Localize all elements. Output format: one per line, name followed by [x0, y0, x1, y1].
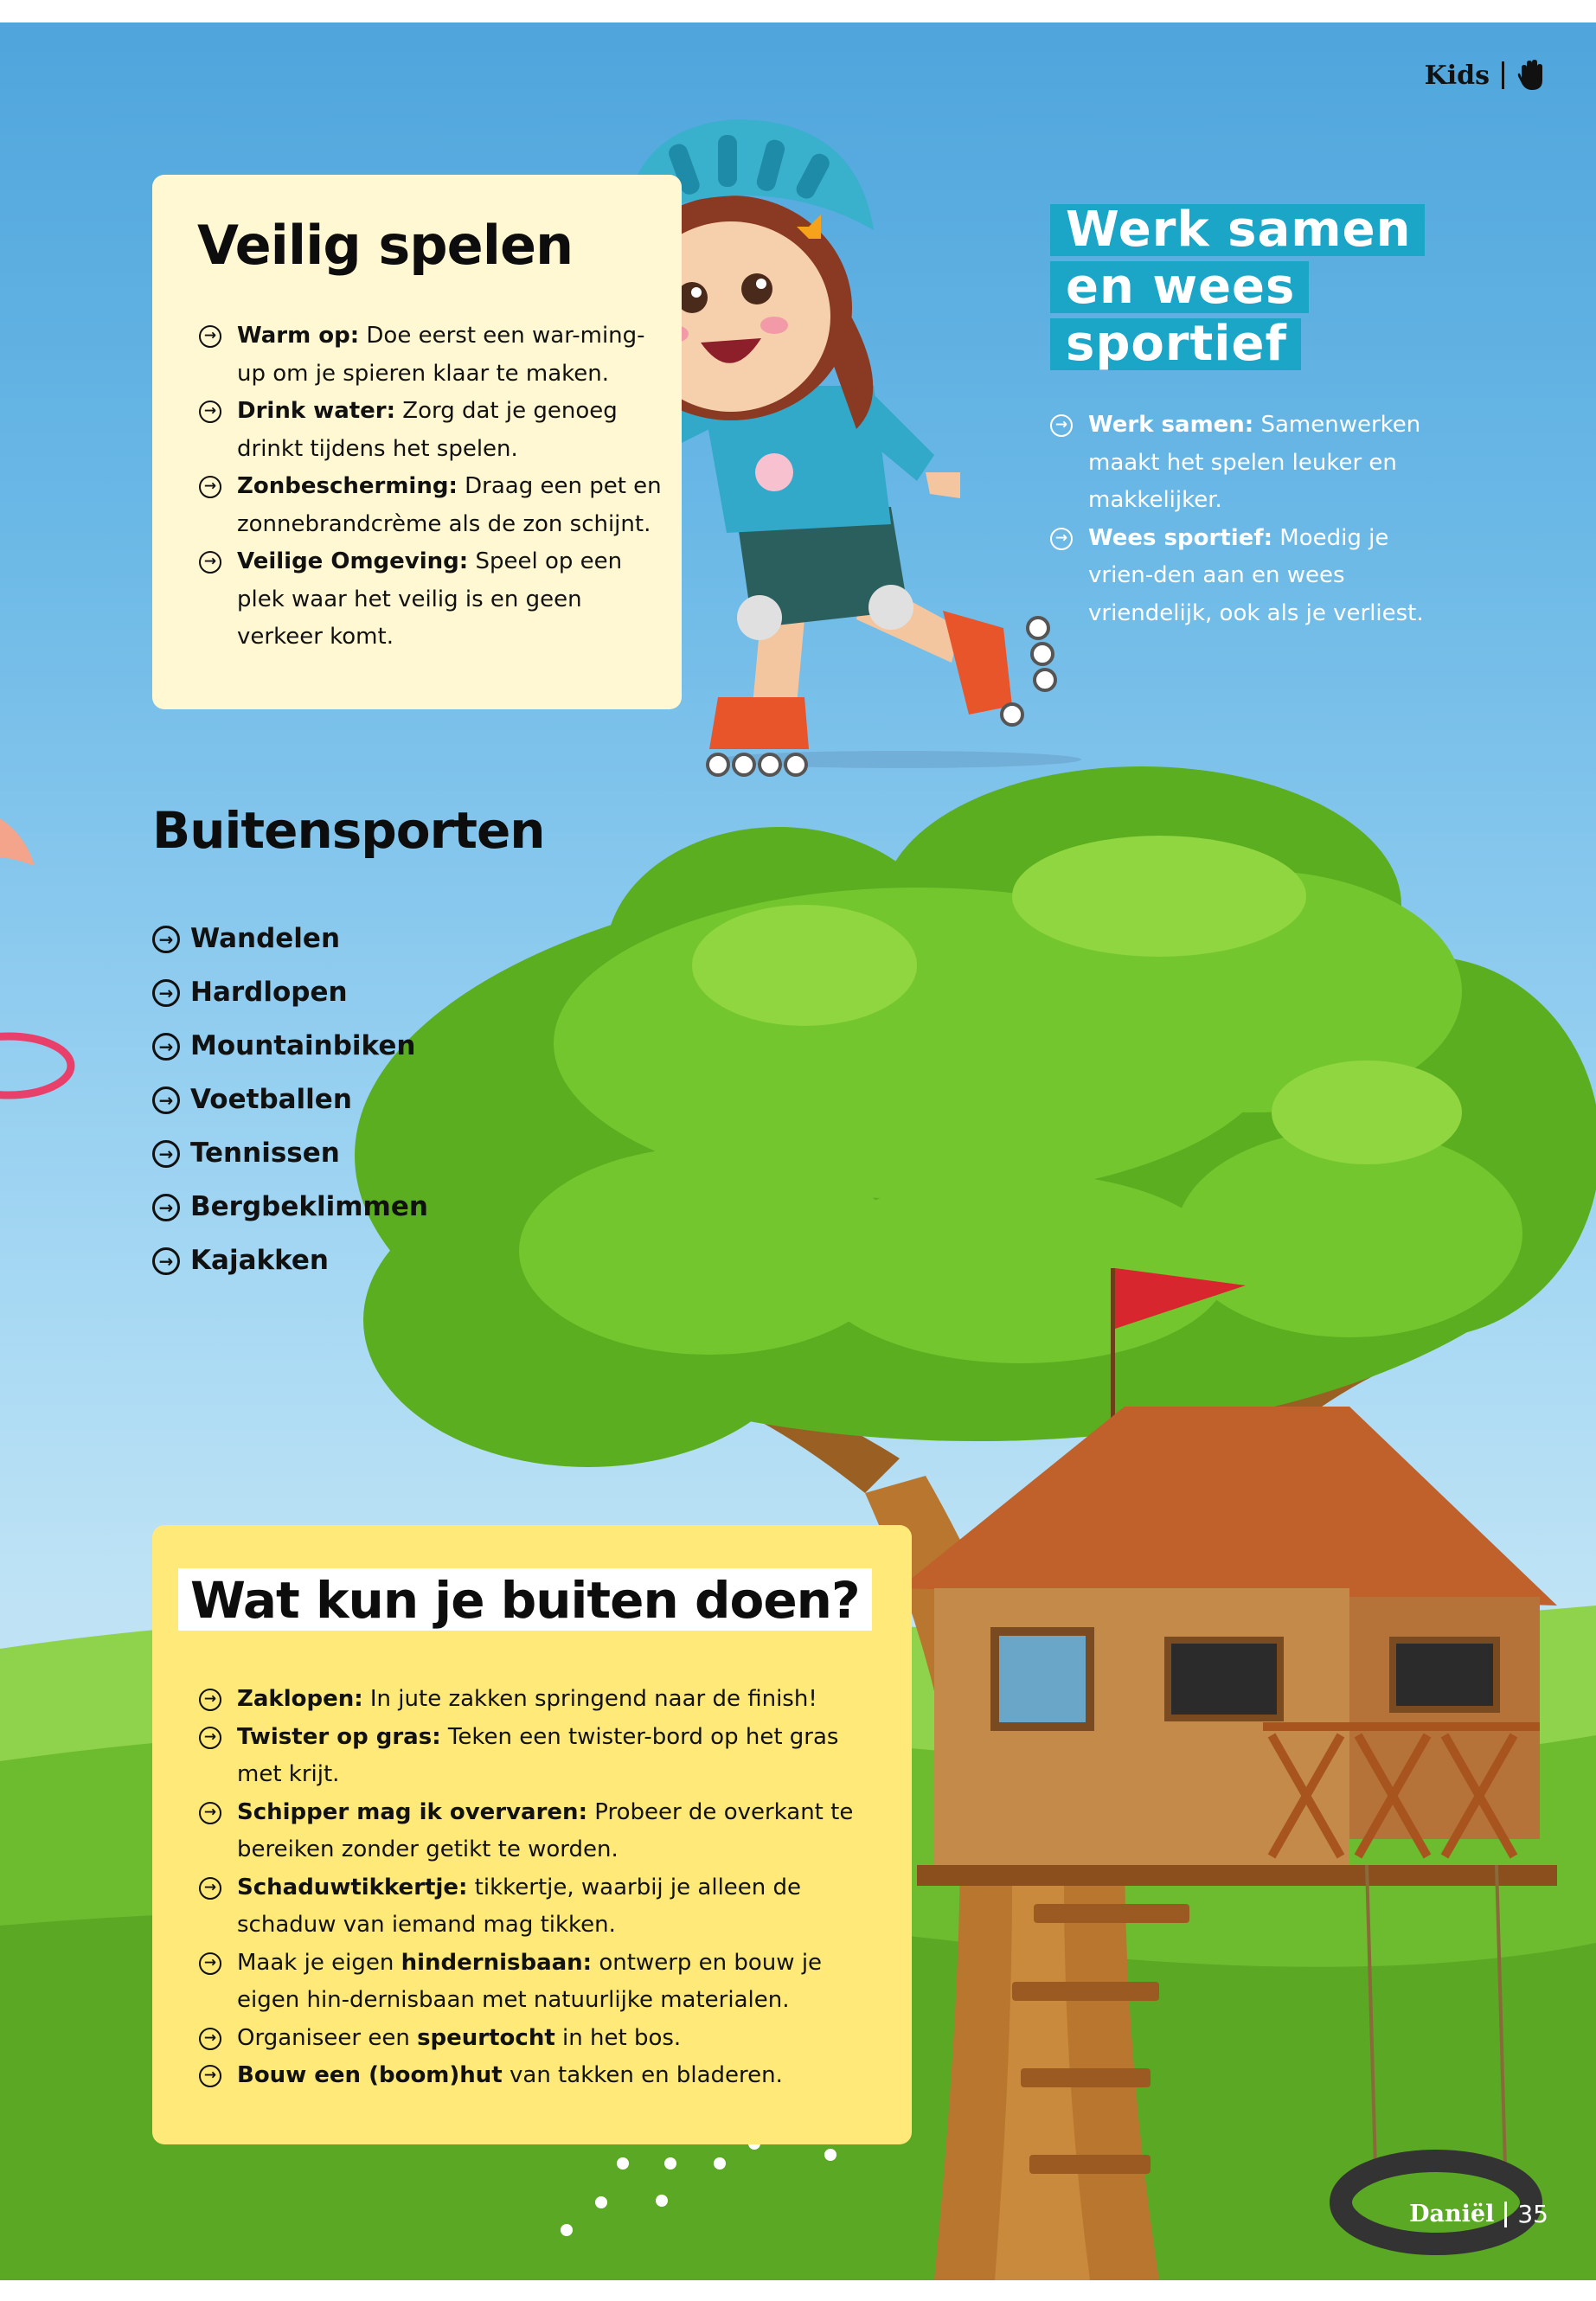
footer-divider	[1504, 2202, 1507, 2227]
list-item	[199, 1719, 882, 1794]
list-item	[199, 2020, 882, 2058]
arrow-right-icon: →	[152, 1194, 180, 1221]
item-text: Speel op een plek waar het veilig is en geen verkeer komt.	[237, 548, 623, 650]
item-label: Werk samen:	[1088, 412, 1254, 438]
item-text: in het bos.	[554, 2024, 682, 2051]
list-item	[152, 1019, 428, 1073]
arrow-right-icon: →	[199, 476, 221, 498]
item-pre: Maak je eigen	[237, 1949, 401, 1976]
magazine-name: Daniël	[1409, 2201, 1495, 2227]
list-item	[199, 468, 666, 543]
arrow-right-icon: →	[1050, 414, 1073, 437]
item-label: Schipper mag ik overvaren:	[237, 1798, 587, 1825]
list-item	[199, 543, 666, 657]
page-number: 35	[1517, 2200, 1548, 2228]
hand-icon	[1516, 59, 1546, 92]
item-text: ontwerp en bouw je eigen hin-dernisbaan met natuurlijke materialen.	[237, 1949, 823, 2013]
buitensporten-list	[152, 912, 428, 1287]
list-item	[152, 912, 428, 965]
item-text: Doe eerst een war-ming-up om je spieren klaar te maken.	[237, 323, 645, 387]
arrow-right-icon: →	[199, 1877, 221, 1900]
list-item	[1050, 520, 1448, 633]
item-label: Drink water:	[237, 398, 396, 424]
list-item	[199, 1794, 882, 1869]
item-text: Bergbeklimmen	[190, 1191, 428, 1222]
item-label: Bouw een (boom)hut	[237, 2062, 503, 2088]
werk-samen-title	[1050, 204, 1425, 375]
list-item	[199, 1681, 882, 1719]
item-text: Draag een pet en zonnebrandcrème als de zon schijnt.	[237, 473, 662, 537]
arrow-right-icon: →	[199, 1952, 221, 1975]
section-label: Kids	[1424, 60, 1490, 91]
list-item	[199, 1945, 882, 2020]
list-item	[199, 1869, 882, 1945]
item-label: Wees sportief:	[1088, 524, 1273, 551]
magazine-page	[0, 22, 1596, 2280]
veilig-spelen-title: Veilig spelen	[197, 214, 574, 277]
list-item	[199, 393, 666, 468]
item-text: Samenwerken maakt het spelen leuker en makkelijker.	[1088, 412, 1421, 513]
title-line: sportief	[1050, 318, 1301, 370]
item-label: Warm op:	[237, 323, 360, 349]
item-label: Schaduwtikkertje:	[237, 1874, 468, 1900]
veilig-spelen-list	[199, 317, 683, 657]
item-text: Mountainbiken	[190, 1030, 416, 1061]
item-text: Voetballen	[190, 1084, 352, 1115]
list-item	[152, 965, 428, 1019]
arrow-right-icon: →	[199, 325, 221, 348]
item-pre: Organiseer een	[237, 2024, 418, 2051]
item-text: Moedig je vrien-den aan en wees vriendelijk, ook als je verliest.	[1088, 524, 1424, 626]
item-label: speurtocht	[417, 2024, 555, 2051]
list-item	[152, 1234, 428, 1287]
arrow-right-icon: →	[199, 1802, 221, 1824]
header-divider	[1502, 61, 1504, 89]
title-line: en wees	[1050, 261, 1309, 313]
list-item	[152, 1180, 428, 1234]
buitensporten-title: Buitensporten	[152, 801, 545, 860]
arrow-right-icon: →	[199, 1727, 221, 1749]
arrow-right-icon: →	[152, 926, 180, 953]
item-text: In jute zakken springend naar de finish!	[362, 1686, 817, 1712]
arrow-right-icon: →	[1050, 528, 1073, 550]
item-label: hindernisbaan:	[401, 1949, 593, 1976]
item-text: van takken en bladeren.	[502, 2062, 783, 2088]
item-label: Zonbescherming:	[237, 473, 458, 499]
item-text: Teken een twister-bord op het gras met krijt.	[237, 1723, 839, 1787]
arrow-right-icon: →	[152, 979, 180, 1007]
item-label: Zaklopen:	[237, 1686, 363, 1712]
buiten-activities-list	[199, 1681, 891, 2095]
item-text: tikkertje, waarbij je alleen de schaduw van iemand mag tikken.	[237, 1874, 802, 1938]
arrow-right-icon: →	[199, 1689, 221, 1711]
page-footer	[1409, 2200, 1548, 2228]
arrow-right-icon: →	[152, 1247, 180, 1275]
hula-hoop-illustration	[0, 818, 71, 1095]
item-label: Veilige Omgeving:	[237, 548, 469, 574]
arrow-right-icon: →	[199, 2065, 221, 2087]
page-header	[1425, 59, 1546, 92]
list-item	[1050, 407, 1448, 520]
arrow-right-icon: →	[152, 1033, 180, 1061]
list-item	[152, 1126, 428, 1180]
veilig-spelen-box	[152, 175, 682, 709]
list-item	[152, 1073, 428, 1126]
arrow-right-icon: →	[152, 1086, 180, 1114]
wat-kun-je-buiten-doen-title: Wat kun je buiten doen?	[178, 1568, 872, 1631]
werk-samen-list	[1050, 407, 1448, 632]
arrow-right-icon: →	[152, 1140, 180, 1168]
arrow-right-icon: →	[199, 551, 221, 574]
list-item	[199, 317, 666, 393]
item-text: Zorg dat je genoeg drinkt tijdens het spelen.	[237, 398, 618, 462]
arrow-right-icon: →	[199, 401, 221, 423]
item-text: Kajakken	[190, 1245, 329, 1276]
arrow-right-icon: →	[199, 2028, 221, 2050]
item-text: Tennissen	[190, 1138, 340, 1169]
item-text: Hardlopen	[190, 977, 348, 1008]
item-text: Probeer de overkant te bereiken zonder getikt te worden.	[237, 1798, 854, 1862]
title-line: Werk samen	[1050, 204, 1425, 256]
item-text: Wandelen	[190, 923, 341, 954]
wat-kun-je-buiten-doen-box	[152, 1525, 912, 2144]
list-item	[199, 2057, 882, 2095]
item-label: Twister op gras:	[237, 1723, 441, 1750]
